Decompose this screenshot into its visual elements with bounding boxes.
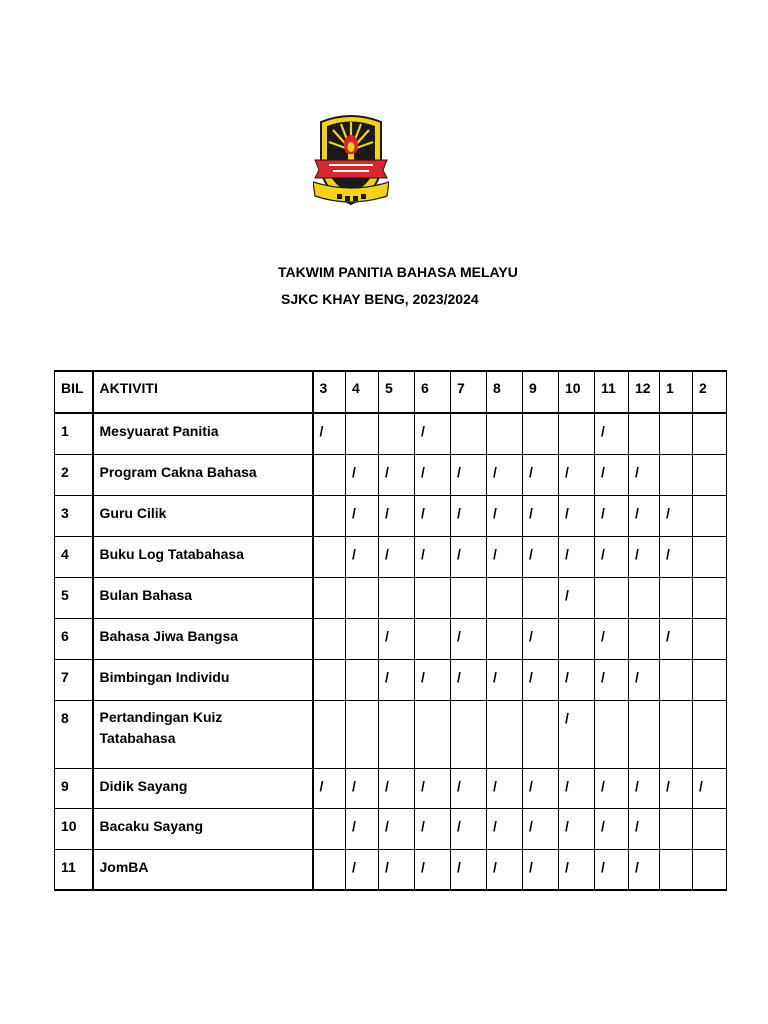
month-mark xyxy=(629,618,660,659)
month-mark xyxy=(346,577,379,618)
month-mark xyxy=(660,454,693,495)
month-mark xyxy=(313,700,346,768)
aktiviti-label: Bulan Bahasa xyxy=(99,586,193,603)
row-aktiviti xyxy=(93,536,313,577)
month-mark xyxy=(313,577,346,618)
table-row xyxy=(55,577,727,618)
aktiviti-label: JomBA xyxy=(99,858,149,875)
month-mark xyxy=(487,413,523,454)
header-month: 10 xyxy=(559,371,595,413)
header-month: 5 xyxy=(379,371,415,413)
header-month: 11 xyxy=(595,371,629,413)
month-mark: / xyxy=(451,454,487,495)
month-mark: / xyxy=(379,454,415,495)
row-bil: 6 xyxy=(55,618,93,659)
row-aktiviti xyxy=(93,618,313,659)
row-bil: 1 xyxy=(55,413,93,454)
aktiviti-label: Mesyuarat Panitia xyxy=(99,423,219,439)
table-row xyxy=(55,700,727,768)
header-aktiviti: AKTIVITI xyxy=(93,371,313,413)
row-bil: 11 xyxy=(55,849,93,890)
month-mark xyxy=(313,618,346,659)
month-mark xyxy=(313,659,346,700)
month-mark xyxy=(451,700,487,768)
table-row xyxy=(55,495,727,536)
month-mark: / xyxy=(379,495,415,536)
month-mark: / xyxy=(415,808,451,849)
month-mark: / xyxy=(487,454,523,495)
month-mark xyxy=(451,577,487,618)
table-row xyxy=(55,413,727,454)
header-month: 9 xyxy=(523,371,559,413)
month-mark: / xyxy=(523,495,559,536)
month-mark xyxy=(693,849,727,890)
month-mark xyxy=(693,536,727,577)
month-mark: / xyxy=(451,495,487,536)
month-mark xyxy=(693,454,727,495)
month-mark: / xyxy=(379,808,415,849)
month-mark: / xyxy=(487,659,523,700)
month-mark: / xyxy=(523,618,559,659)
month-mark xyxy=(346,700,379,768)
row-aktiviti xyxy=(93,413,313,454)
month-mark: / xyxy=(660,495,693,536)
month-mark: / xyxy=(559,659,595,700)
month-mark: / xyxy=(451,618,487,659)
month-mark xyxy=(660,700,693,768)
month-mark: / xyxy=(415,413,451,454)
month-mark: / xyxy=(346,768,379,808)
month-mark xyxy=(629,577,660,618)
month-mark: / xyxy=(660,536,693,577)
table-row xyxy=(55,618,727,659)
month-mark: / xyxy=(559,849,595,890)
school-crest-icon xyxy=(313,112,389,210)
month-mark: / xyxy=(346,495,379,536)
table-row xyxy=(55,454,727,495)
month-mark: / xyxy=(629,536,660,577)
header-bil: BIL xyxy=(55,371,93,413)
row-bil: 7 xyxy=(55,659,93,700)
month-mark xyxy=(313,849,346,890)
month-mark: / xyxy=(451,536,487,577)
month-mark: / xyxy=(595,536,629,577)
month-mark xyxy=(693,808,727,849)
month-mark xyxy=(379,700,415,768)
header-month: 4 xyxy=(346,371,379,413)
month-mark xyxy=(523,577,559,618)
month-mark xyxy=(693,413,727,454)
aktiviti-label: Bimbingan Individu xyxy=(99,668,230,685)
row-aktiviti xyxy=(93,659,313,700)
month-mark: / xyxy=(693,768,727,808)
month-mark xyxy=(559,413,595,454)
aktiviti-label: Tatabahasa xyxy=(99,729,176,746)
row-bil: 4 xyxy=(55,536,93,577)
month-mark: / xyxy=(313,413,346,454)
month-mark: / xyxy=(523,849,559,890)
table-row xyxy=(55,768,727,808)
row-aktiviti xyxy=(93,849,313,890)
month-mark xyxy=(313,495,346,536)
month-mark: / xyxy=(487,495,523,536)
month-mark: / xyxy=(379,536,415,577)
month-mark: / xyxy=(595,454,629,495)
month-mark: / xyxy=(415,454,451,495)
aktiviti-label: Buku Log Tatabahasa xyxy=(99,545,244,562)
month-mark: / xyxy=(595,659,629,700)
month-mark: / xyxy=(523,659,559,700)
header-month: 3 xyxy=(313,371,346,413)
month-mark xyxy=(487,618,523,659)
month-mark: / xyxy=(595,618,629,659)
month-mark xyxy=(346,618,379,659)
month-mark xyxy=(523,700,559,768)
aktiviti-label: Bacaku Sayang xyxy=(99,817,203,834)
month-mark xyxy=(693,700,727,768)
document-subtitle: SJKC KHAY BENG, 2023/2024 xyxy=(281,291,479,307)
month-mark: / xyxy=(523,536,559,577)
month-mark: / xyxy=(595,849,629,890)
month-mark: / xyxy=(346,849,379,890)
month-mark xyxy=(660,413,693,454)
month-mark: / xyxy=(415,536,451,577)
month-mark: / xyxy=(415,495,451,536)
table-row xyxy=(55,849,727,890)
month-mark: / xyxy=(559,768,595,808)
month-mark xyxy=(487,577,523,618)
month-mark: / xyxy=(451,849,487,890)
header-month: 2 xyxy=(693,371,727,413)
month-mark: / xyxy=(559,700,595,768)
month-mark: / xyxy=(523,454,559,495)
month-mark: / xyxy=(559,536,595,577)
month-mark: / xyxy=(629,849,660,890)
month-mark xyxy=(660,659,693,700)
aktiviti-label: Bahasa Jiwa Bangsa xyxy=(99,627,239,644)
row-aktiviti xyxy=(93,768,313,808)
row-aktiviti xyxy=(93,808,313,849)
aktiviti-label: Guru Cilik xyxy=(99,504,167,521)
month-mark: / xyxy=(660,768,693,808)
header-month: 7 xyxy=(451,371,487,413)
month-mark: / xyxy=(523,808,559,849)
month-mark xyxy=(660,849,693,890)
month-mark xyxy=(693,577,727,618)
month-mark: / xyxy=(595,808,629,849)
row-aktiviti xyxy=(93,577,313,618)
month-mark: / xyxy=(451,659,487,700)
month-mark xyxy=(595,700,629,768)
month-mark: / xyxy=(629,808,660,849)
month-mark: / xyxy=(346,454,379,495)
month-mark: / xyxy=(523,768,559,808)
month-mark: / xyxy=(379,849,415,890)
month-mark: / xyxy=(379,659,415,700)
row-aktiviti xyxy=(93,495,313,536)
month-mark: / xyxy=(559,808,595,849)
table-row xyxy=(55,659,727,700)
month-mark: / xyxy=(379,768,415,808)
month-mark xyxy=(451,413,487,454)
table-body xyxy=(55,413,727,890)
month-mark: / xyxy=(415,849,451,890)
month-mark: / xyxy=(629,454,660,495)
month-mark: / xyxy=(595,413,629,454)
month-mark xyxy=(629,413,660,454)
month-mark xyxy=(415,618,451,659)
month-mark xyxy=(487,700,523,768)
month-mark: / xyxy=(415,768,451,808)
document-title: TAKWIM PANITIA BAHASA MELAYU xyxy=(278,264,518,280)
row-bil: 10 xyxy=(55,808,93,849)
header-month: 8 xyxy=(487,371,523,413)
month-mark xyxy=(313,536,346,577)
month-mark: / xyxy=(415,659,451,700)
month-mark: / xyxy=(487,849,523,890)
month-mark: / xyxy=(559,577,595,618)
month-mark xyxy=(346,413,379,454)
month-mark xyxy=(346,659,379,700)
month-mark: / xyxy=(629,768,660,808)
month-mark: / xyxy=(595,768,629,808)
month-mark xyxy=(559,618,595,659)
month-mark xyxy=(595,577,629,618)
month-mark: / xyxy=(487,768,523,808)
aktiviti-label: Didik Sayang xyxy=(99,777,188,794)
table-row xyxy=(55,808,727,849)
row-aktiviti xyxy=(93,454,313,495)
month-mark: / xyxy=(451,808,487,849)
month-mark xyxy=(379,413,415,454)
aktiviti-label: Program Cakna Bahasa xyxy=(99,463,257,480)
row-bil: 2 xyxy=(55,454,93,495)
month-mark: / xyxy=(451,768,487,808)
month-mark xyxy=(693,659,727,700)
row-bil: 3 xyxy=(55,495,93,536)
aktiviti-label: Pertandingan Kuiz xyxy=(99,708,223,725)
month-mark xyxy=(415,700,451,768)
table-header-row xyxy=(55,371,727,413)
table-row xyxy=(55,536,727,577)
month-mark xyxy=(629,700,660,768)
month-mark: / xyxy=(346,808,379,849)
month-mark: / xyxy=(629,659,660,700)
month-mark: / xyxy=(487,536,523,577)
month-mark xyxy=(379,577,415,618)
row-bil: 9 xyxy=(55,768,93,808)
header-month: 6 xyxy=(415,371,451,413)
row-bil: 5 xyxy=(55,577,93,618)
header-month: 12 xyxy=(629,371,660,413)
month-mark: / xyxy=(346,536,379,577)
month-mark: / xyxy=(379,618,415,659)
row-bil: 8 xyxy=(55,700,93,768)
takwim-table xyxy=(54,370,727,891)
header-month: 1 xyxy=(660,371,693,413)
month-mark xyxy=(415,577,451,618)
month-mark xyxy=(660,808,693,849)
month-mark: / xyxy=(660,618,693,659)
month-mark xyxy=(693,618,727,659)
month-mark: / xyxy=(595,495,629,536)
month-mark xyxy=(693,495,727,536)
month-mark xyxy=(313,454,346,495)
month-mark xyxy=(660,577,693,618)
month-mark: / xyxy=(559,454,595,495)
row-aktiviti xyxy=(93,700,313,768)
month-mark xyxy=(523,413,559,454)
month-mark: / xyxy=(629,495,660,536)
month-mark: / xyxy=(487,808,523,849)
month-mark: / xyxy=(313,768,346,808)
month-mark: / xyxy=(559,495,595,536)
month-mark xyxy=(313,808,346,849)
